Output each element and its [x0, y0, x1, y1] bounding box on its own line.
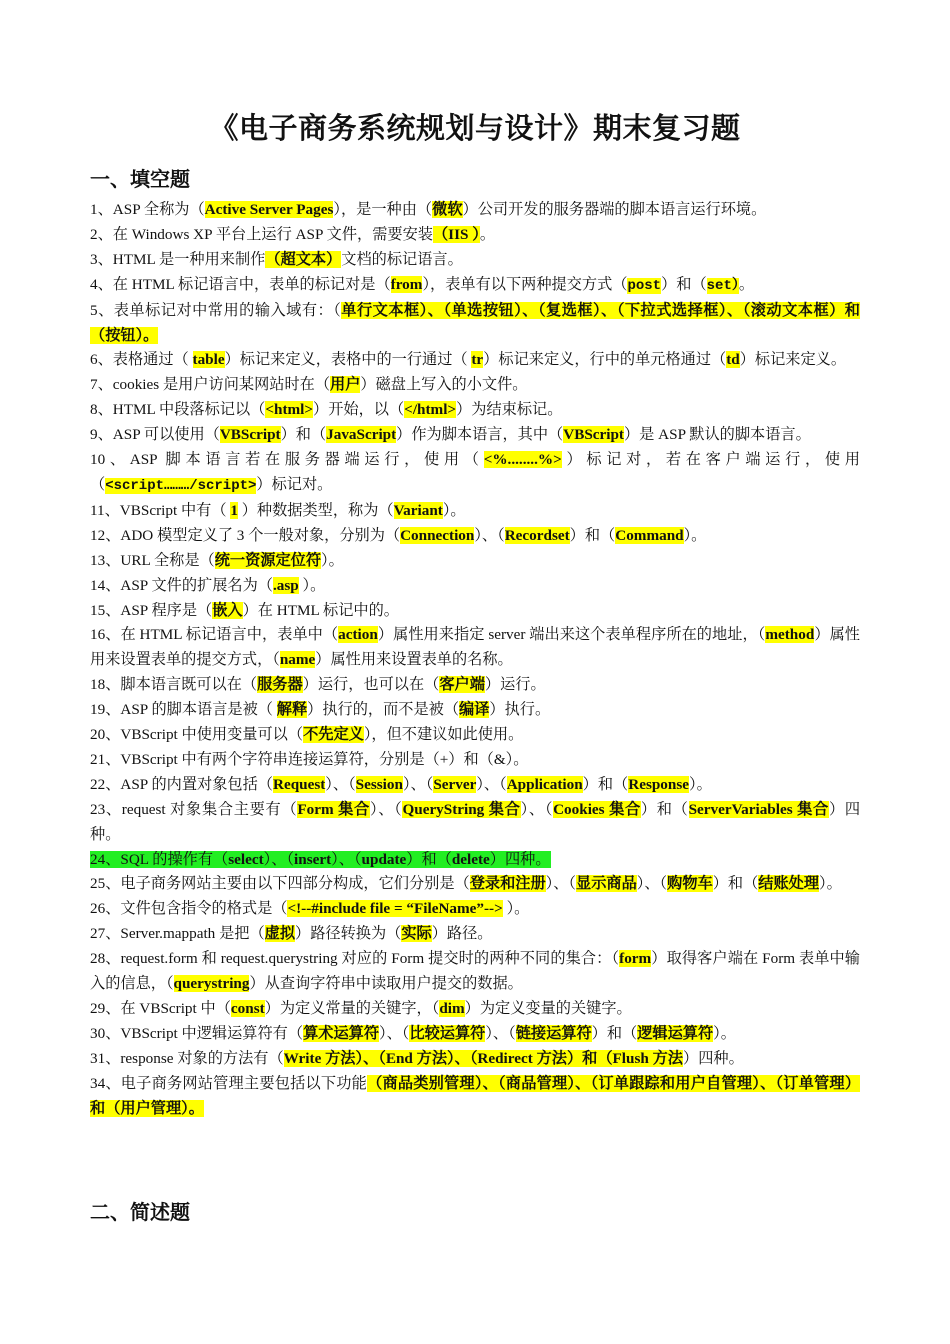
question-item [90, 499, 860, 524]
answer-highlight: 实际 [401, 925, 432, 943]
answer-highlight: 算术运算符 [303, 1024, 379, 1042]
question-text: 14、ASP 文件的扩展名为（ [90, 576, 273, 594]
question-text: ）。 [321, 551, 344, 569]
answer-highlight: tr [471, 351, 484, 369]
question-text: 16、在 HTML 标记语言中，表单中（ [90, 626, 339, 644]
question-text: ）、（ [474, 526, 505, 544]
question-text: ）路径转换为（ [295, 925, 402, 943]
answer-highlight: method [765, 626, 815, 644]
question-text: ）和（ [712, 875, 759, 893]
answer-highlight: action [338, 626, 378, 644]
question-text: ）、（ [485, 1024, 516, 1042]
question-text: 19、ASP 的脚本语言是被（ [90, 701, 277, 719]
question-text: ）运行，也可以在（ [302, 676, 440, 694]
question-text: ）从查询字符串中读取用户提交的数据。 [249, 975, 523, 993]
question-text: ）。 [298, 576, 326, 594]
answer-highlight: querystring [173, 975, 250, 993]
answer-highlight: Application [506, 775, 583, 793]
question-item [90, 922, 860, 947]
answer-highlight: VBScript [219, 426, 281, 444]
answer-highlight: set） [706, 277, 739, 294]
question-text: 21、VBScript 中有两个字符串连接运算符，分别是（+）和（&）。 [90, 750, 529, 768]
answer-highlight: 虚拟 [264, 925, 296, 943]
question-text: ）、（ [325, 775, 356, 793]
question-text: ）标记来定义，表格中的一行通过（ [224, 351, 472, 369]
question-text: ）。 [683, 526, 707, 544]
answer-highlight: Write 方法）、（End 方法）、（Redirect 方法）和（Flush 方法 [283, 1049, 683, 1067]
question-item [90, 848, 860, 873]
question-text: ）作为脚本语言，其中（ [396, 426, 564, 444]
question-text: 1、ASP 全称为（ [90, 201, 205, 218]
question-text: 13、URL 全称是（ [90, 551, 215, 569]
question-text: 11、VBScript 中有（ [90, 501, 231, 519]
question-item [90, 623, 860, 673]
question-text: ）、（ [636, 875, 668, 893]
question-item [90, 198, 860, 223]
answer-highlight: 微软 [432, 201, 463, 218]
question-text: ）、（ [476, 775, 507, 793]
question-item [90, 524, 860, 549]
answer-highlight: post [627, 277, 662, 294]
question-text: 28、request.form 和 request.querystring 对应的 Form 提交时的两种不同的集合：（ [90, 950, 620, 968]
question-text: 5、表单标记对中常用的输入域有：（ [90, 301, 342, 319]
question-item [90, 947, 860, 997]
answer-highlight: const [230, 1000, 265, 1017]
question-text: 15、ASP 程序是（ [90, 601, 213, 619]
question-text: 。 [738, 275, 755, 293]
question-text: ）、（ [402, 775, 434, 793]
question-item [90, 748, 860, 773]
question-item [90, 698, 860, 723]
answer-highlight: Command [615, 526, 684, 544]
question-text: ）、（ [379, 1024, 410, 1042]
question-text: ）四种。 [489, 850, 551, 868]
question-text: ）和（ [582, 775, 629, 793]
answer-highlight: delete [451, 850, 490, 868]
question-item [90, 1072, 860, 1122]
answer-highlight: 统一资源定位符 [214, 551, 322, 569]
question-text: ）为定义变量的关键字。 [464, 1000, 632, 1017]
answer-highlight: form [619, 950, 652, 968]
question-item [90, 273, 860, 299]
question-text: ）在 HTML 标记中的。 [242, 601, 399, 619]
answer-highlight: 结账处理 [758, 875, 819, 893]
question-item [90, 423, 860, 448]
answer-highlight: 逻辑运算符 [637, 1024, 714, 1042]
question-text: ）执行。 [489, 701, 551, 719]
question-item [90, 872, 860, 897]
question-text: ）是 ASP 默认的脚本语言。 [623, 426, 811, 444]
answer-highlight: Request [272, 775, 326, 793]
question-text: ）、（ [545, 875, 576, 893]
answer-highlight: Cookies 集合 [553, 800, 641, 818]
answer-highlight: （超文本） [265, 250, 342, 268]
question-item [90, 798, 860, 848]
answer-highlight: Recordset [504, 526, 570, 544]
question-text: ）。 [442, 501, 466, 519]
answer-highlight: Server [433, 775, 477, 793]
answer-highlight: 解释 [276, 701, 308, 719]
question-text: ）公司开发的服务器端的脚本语言运行环境。 [462, 201, 767, 218]
question-text: 4、在 HTML 标记语言中，表单的标记对是（ [90, 275, 391, 293]
question-text: ）。 [713, 1024, 736, 1042]
question-text: ）和（ [591, 1024, 638, 1042]
answer-highlight: </html> [404, 401, 457, 419]
question-text: ）种数据类型，称为（ [237, 501, 394, 519]
question-text: 8、HTML 中段落标记以（ [90, 401, 266, 419]
question-item [90, 549, 860, 574]
question-text: 12、ADO 模型定义了 3 个一般对象，分别为（ [90, 526, 401, 544]
question-text: 27、Server.mappath 是把（ [90, 925, 265, 943]
question-text: ）属性用来指定 server 端出来这个表单程序所在的地址，（ [377, 626, 766, 644]
question-item [90, 599, 860, 624]
question-text: 2、在 Windows XP 平台上运行 ASP 文件，需要安装 [90, 225, 433, 243]
question-text: ）标记来定义。 [739, 351, 847, 369]
answer-highlight: 不先定义 [303, 726, 364, 744]
question-text: 22、ASP 的内置对象包括（ [90, 775, 273, 793]
question-text: 30、VBScript 中逻辑运算符有（ [90, 1024, 304, 1042]
question-text: ）路径。 [431, 925, 493, 943]
answer-highlight: ServerVariables 集合 [688, 800, 829, 818]
question-text: ）为结束标记。 [456, 401, 563, 419]
question-text: 18、脚本语言既可以在（ [90, 676, 258, 694]
question-item [90, 723, 860, 748]
question-text: 9、ASP 可以使用（ [90, 426, 220, 444]
answer-highlight: Session [355, 775, 403, 793]
question-item [90, 223, 860, 248]
answer-highlight: QueryString 集合 [402, 800, 521, 818]
question-text: ）、（ [263, 850, 295, 868]
answer-highlight: 比较运算符 [409, 1024, 486, 1042]
question-text: ）。 [689, 775, 712, 793]
answer-highlight: dim [439, 1000, 465, 1017]
question-text: ）执行的，而不是被（ [307, 701, 460, 719]
answer-highlight: 客户端 [439, 676, 485, 694]
question-text: ）四种。 [683, 1049, 744, 1067]
question-text: 34、电子商务网站管理主要包括以下功能 [90, 1074, 368, 1092]
answer-highlight: <!--#include file = “FileName”--> [287, 900, 503, 918]
answer-highlight: 显示商品 [576, 875, 637, 893]
question-item [90, 299, 860, 349]
question-item [90, 348, 860, 373]
question-item [90, 997, 860, 1022]
question-text: ）运行。 [484, 676, 546, 694]
answer-highlight: 登录和注册 [469, 875, 546, 893]
question-text: ）和（ [569, 526, 616, 544]
question-text: 25、电子商务网站主要由以下四部分构成，它们分别是（ [90, 875, 470, 893]
answer-highlight: Active Server Pages [204, 201, 334, 218]
question-item [90, 773, 860, 798]
question-text: ）标记对，若在客户端运行，使用（ [90, 451, 860, 493]
question-text: ）磁盘上写入的小文件。 [360, 376, 528, 394]
question-text: 6、表格通过（ [90, 351, 193, 369]
question-text: 10、ASP 脚本语言若在服务器端运行，使用（ [90, 451, 484, 469]
answer-highlight: <script………/script> [105, 477, 257, 494]
answer-highlight: table [192, 351, 225, 369]
section-heading-fill-in: 一、填空题 [90, 169, 190, 191]
answer-highlight: 链接运算符 [515, 1024, 592, 1042]
question-text: 3、HTML 是一种用来制作 [90, 250, 266, 268]
question-item [90, 448, 860, 499]
question-text: 7、cookies 是用户访问某网站时在（ [90, 376, 331, 394]
section-heading-short-answer: 二、简述题 [90, 1202, 190, 1224]
question-item [90, 398, 860, 423]
answer-highlight: 编译 [459, 701, 490, 719]
answer-highlight: td [726, 351, 740, 369]
question-item [90, 574, 860, 599]
question-text: 文档的标记语言。 [341, 250, 463, 268]
question-text: ）为定义常量的关键字，（ [264, 1000, 440, 1017]
question-text: ）开始，以（ [313, 401, 405, 419]
answer-highlight: name [279, 651, 316, 669]
question-item [90, 248, 860, 273]
question-text: ），表单有以下两种提交方式（ [422, 275, 628, 293]
question-text: 23、request 对象集合主要有（ [90, 800, 298, 818]
answer-highlight: insert [294, 850, 332, 868]
answer-highlight: （IIS ） [432, 225, 480, 243]
question-text: ）和（ [406, 850, 452, 868]
answer-highlight: 购物车 [667, 875, 713, 893]
answer-highlight: from [390, 275, 423, 293]
answer-highlight: update [361, 850, 407, 868]
question-list [90, 198, 860, 1122]
answer-highlight: <html> [265, 401, 314, 419]
question-text: ）属性用来设置表单的提交方式，（ [90, 626, 860, 669]
question-text: ）和（ [280, 426, 327, 444]
answer-highlight: 1 [230, 501, 238, 519]
question-text: ）四种。 [90, 800, 861, 843]
question-text: ）取得客户端在 Form 表单中输入的信息，（ [90, 950, 860, 993]
answer-highlight: 服务器 [257, 676, 303, 694]
question-text: ）。 [819, 875, 842, 893]
answer-highlight: Form 集合 [297, 800, 370, 818]
question-item [90, 1022, 860, 1047]
green-highlight [90, 851, 551, 868]
document-title: 《电子商务系统规划与设计》期末复习题 [209, 113, 741, 145]
question-text: 29、在 VBScript 中（ [90, 1000, 231, 1017]
question-text: 。 [479, 225, 495, 243]
question-text: ）、（ [331, 850, 362, 868]
question-text: 24、SQL 的操作有（ [90, 850, 229, 868]
question-item [90, 897, 860, 922]
answer-highlight: （商品类别管理）、（商品管理）、（订单跟踪和用户自管理）、（订单管理）和（用户管理）。 [90, 1074, 861, 1117]
question-item [90, 673, 860, 698]
answer-highlight: 用户 [330, 376, 361, 394]
answer-highlight: Variant [393, 501, 443, 519]
question-text: ）标记来定义，行中的单元格通过（ [483, 351, 727, 369]
question-text: ）和（ [661, 275, 707, 293]
question-item [90, 1047, 860, 1072]
answer-highlight: JavaScript [326, 426, 397, 444]
answer-highlight: VBScript [563, 426, 624, 444]
question-text: 26、文件包含指令的格式是（ [90, 900, 288, 918]
question-text: ）和（ [640, 800, 689, 818]
question-text: 31、response 对象的方法有（ [90, 1049, 284, 1067]
answer-highlight: Response [628, 775, 689, 793]
question-text: ），是一种由（ [333, 201, 433, 218]
answer-highlight: Connection [400, 526, 475, 544]
question-text: ）。 [502, 900, 530, 918]
question-text: ）标记对。 [256, 475, 333, 493]
question-text: ）、（ [520, 800, 554, 818]
answer-highlight: <%........%> [483, 451, 562, 469]
answer-highlight: 嵌入 [212, 601, 243, 619]
question-text: 20、VBScript 中使用变量可以（ [90, 726, 304, 744]
answer-highlight: 单行文本框）、（单选按钮）、（复选框）、（下拉式选择框）、（滚动文本框）和（按钮）。 [90, 301, 860, 344]
question-text: ）、（ [369, 800, 403, 818]
answer-highlight: select [228, 850, 264, 868]
question-text: ），但不建议如此使用。 [363, 726, 524, 744]
question-item [90, 373, 860, 398]
answer-highlight: .asp [272, 576, 299, 594]
question-text: ）属性用来设置表单的名称。 [315, 651, 513, 669]
